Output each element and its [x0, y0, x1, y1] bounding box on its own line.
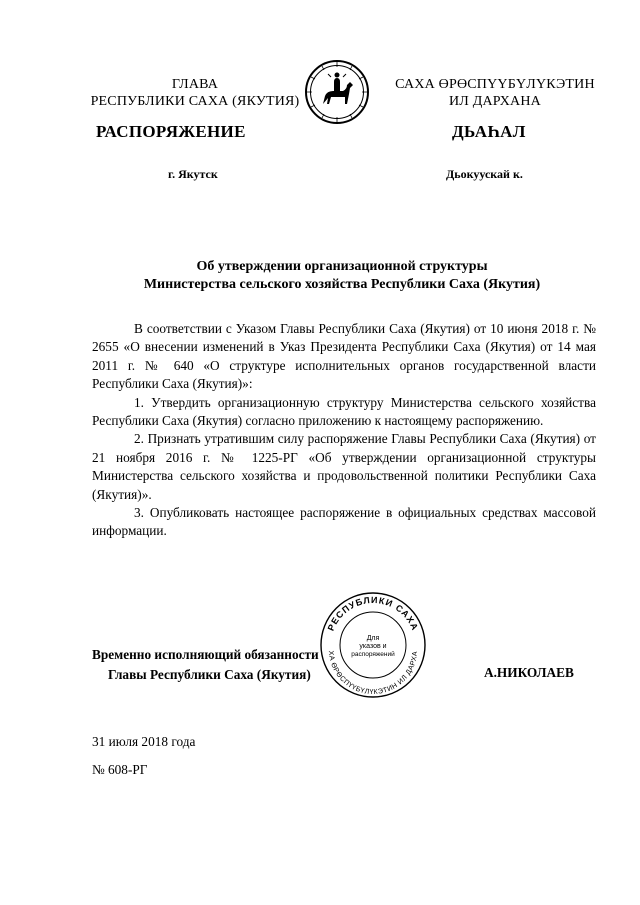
- paragraph-item-2: 2. Признать утратившим силу распоряжение Главы Республики Саха (Якутия) от 21 ноября 2016 г. № 1225-РГ «Об утверждении организационной структуры Министерства сельского хозяйства и продовольственной политики Республики Саха (Якутия)».: [92, 431, 596, 502]
- header-left-line2: РЕСПУБЛИКИ САХА (ЯКУТИЯ): [90, 94, 300, 109]
- city-sakha: Дьокуускай к.: [446, 167, 523, 181]
- seal-outer-bottom-text: ХА ӨРӨСПҮҮБҮЛҮКЭТИН ИЛ ДАРХА: [326, 650, 420, 697]
- paragraph-preamble: В соответствии с Указом Главы Республики Саха (Якутия) от 10 июня 2018 г. № 2655 «О внесении изменений в Указ Президента Республики Саха (Якутия) от 14 мая 2011 г. № 640 «О структуре исполнительных органов государственной власти Республики Саха (Якутия)»:: [92, 321, 596, 392]
- city-ru: г. Якутск: [168, 167, 218, 181]
- seal-center-line2: указов и: [359, 643, 387, 650]
- document-body: [92, 320, 596, 541]
- header-left-block: [70, 76, 320, 110]
- header-right-line1: САХА ӨРӨСПҮҮБҮЛҮКЭТИН: [395, 77, 595, 92]
- doc-type-title-sakha: ДЬАҺАЛ: [452, 122, 526, 141]
- seal-center-line3: распоряжений: [351, 651, 395, 658]
- signatory-name: А.НИКОЛАЕВ: [484, 665, 574, 680]
- paragraph-item-3: 3. Опубликовать настоящее распоряжение в официальных средствах массовой информации.: [92, 505, 596, 539]
- svg-text:РЕСПУБЛИКИ САХА: [326, 595, 421, 632]
- header-left-line1: ГЛАВА: [171, 77, 219, 92]
- signatory-title-line1: Временно исполняющий обязанности: [92, 647, 319, 662]
- document-subject-line1: Об утверждении организационной структуры: [196, 259, 488, 274]
- seal-center-line1: Для: [366, 635, 380, 642]
- doc-type-title-ru: РАСПОРЯЖЕНИЕ: [96, 122, 246, 141]
- signatory-title: [92, 645, 319, 685]
- signatory-title-line2: Главы Республики Саха (Якутия): [108, 667, 311, 682]
- document-subject: [92, 258, 592, 294]
- official-seal-stamp: [318, 590, 428, 700]
- seal-outer-top-text: РЕСПУБЛИКИ САХА: [325, 594, 421, 633]
- paragraph-item-1: 1. Утвердить организационную структуру Министерства сельского хозяйства Республики Саха (Якутия) согласно приложению к настоящему распоряжению.: [92, 394, 596, 429]
- document-number: № 608-РГ: [92, 762, 148, 777]
- header-right-line2: ИЛ ДАРХАНА: [448, 94, 541, 109]
- document-subject-line2: Министерства сельского хозяйства Республики Саха (Якутия): [143, 277, 541, 292]
- document-date: 31 июля 2018 года: [92, 734, 196, 749]
- header-right-block: [380, 76, 610, 110]
